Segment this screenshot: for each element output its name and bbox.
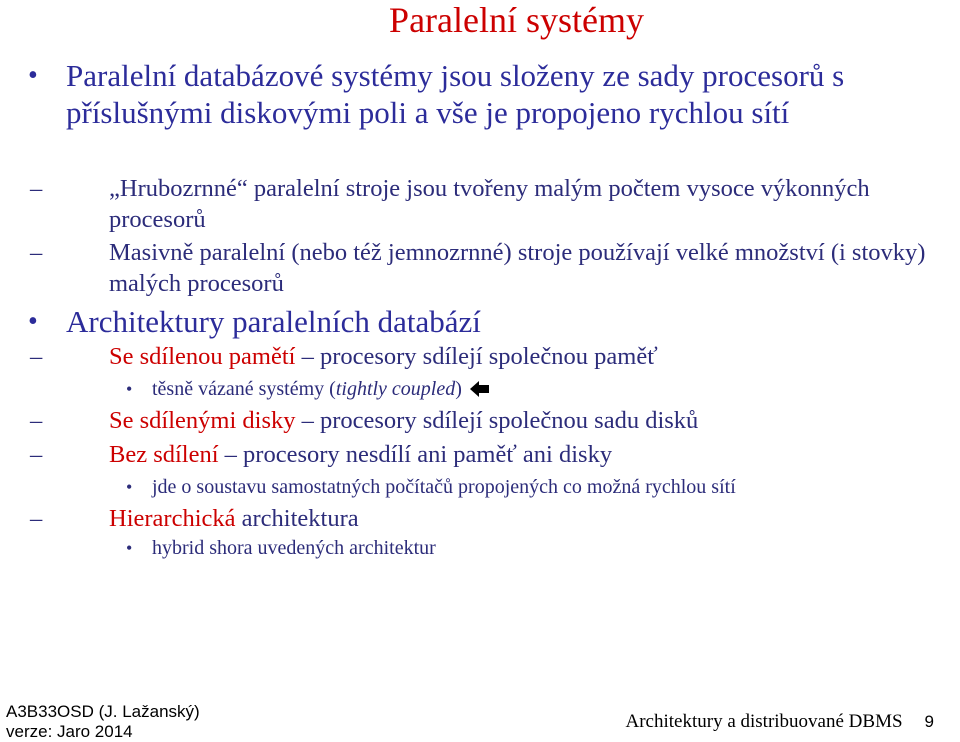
bullet-text: Architektury paralelních databází: [66, 304, 481, 339]
dash-icon: –: [30, 441, 43, 468]
text-italic: tightly coupled: [335, 378, 456, 400]
term-shared-disks: Se sdílenými disky: [109, 407, 296, 434]
footer-left: [6, 702, 200, 742]
subsub-tightly-coupled: [126, 376, 960, 402]
subsub-text: hybrid shora uvedených architektur: [152, 537, 436, 559]
subsub-text: jde o soustavu samostatných počítačů propojených co možná rychlou sítí: [152, 476, 736, 498]
arrow-left-icon: [470, 376, 490, 402]
bullet-icon: •: [28, 60, 38, 91]
bullet-parallel-db: [28, 57, 930, 131]
sub-massively-parallel: [30, 237, 940, 299]
text-pre: těsně vázané systémy (: [152, 378, 336, 400]
sub-shared-nothing: [30, 439, 950, 470]
subsub-hybrid: [126, 535, 960, 561]
small-bullet-icon: •: [126, 477, 133, 497]
footer-right: [625, 711, 934, 733]
bullet-text: Paralelní databázové systémy jsou složeny ze sady procesorů s příslušnými diskovými poli a vše je propojeno rychlou sítí: [66, 58, 845, 130]
small-bullet-icon: •: [126, 538, 133, 558]
small-bullet-icon: •: [126, 379, 133, 399]
dash-icon: –: [30, 239, 43, 266]
sub-shared-disks: [30, 405, 950, 436]
sub-rest: – procesory sdílejí společnou sadu disků: [295, 407, 699, 434]
dash-icon: –: [30, 343, 43, 370]
term-shared-memory: Se sdílenou pamětí: [109, 343, 296, 370]
sub-shared-memory: [30, 341, 950, 372]
sub-hierarchical: [30, 503, 950, 534]
sub-text: Masivně paralelní (nebo též jemnozrnné) stroje používají velké množství (i stovky) malých procesorů: [109, 239, 926, 297]
dash-icon: –: [30, 175, 43, 202]
sub-text: „Hrubozrnné“ paralelní stroje jsou tvořeny malým počtem vysoce výkonných procesorů: [109, 175, 870, 233]
bullet-icon: •: [28, 306, 38, 337]
page-number: 9: [924, 712, 934, 731]
footer-topic: Architektury a distribuované DBMS: [625, 711, 903, 732]
sub-rest: – procesory nesdílí ani paměť ani disky: [218, 441, 613, 468]
dash-icon: –: [30, 505, 43, 532]
footer-version: verze: Jaro 2014: [6, 722, 133, 741]
term-hierarchical: Hierarchická: [109, 505, 236, 532]
sub-rest: architektura: [235, 505, 359, 532]
dash-icon: –: [30, 407, 43, 434]
slide-title: Paralelní systémy: [389, 0, 644, 40]
text-post: ): [455, 378, 462, 400]
bullet-architectures: [28, 303, 930, 340]
subsub-independent-computers: [126, 474, 960, 500]
term-shared-nothing: Bez sdílení: [109, 441, 219, 468]
sub-rest: – procesory sdílejí společnou paměť: [295, 343, 658, 370]
footer-course: A3B33OSD (J. Lažanský): [6, 702, 200, 721]
sub-coarse-grained: [30, 173, 920, 235]
